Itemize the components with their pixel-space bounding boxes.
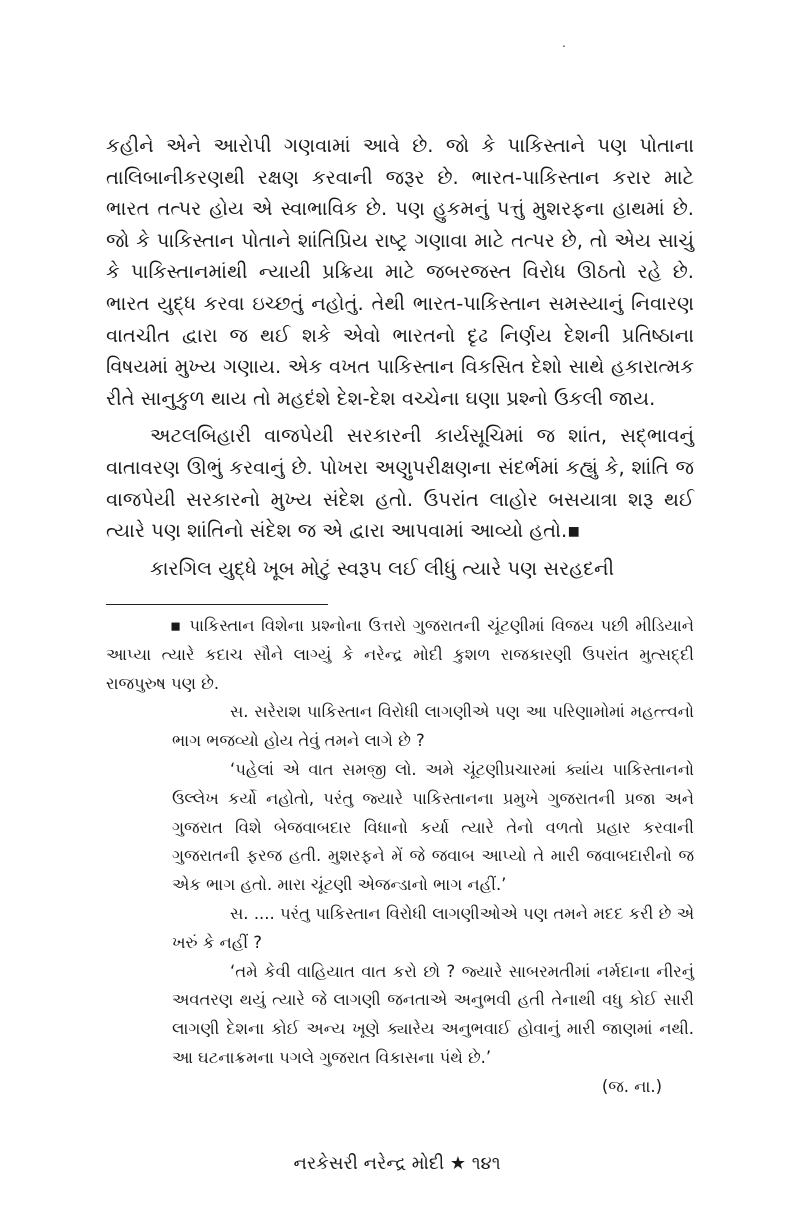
paragraph-3: કારગિલ યુદ્ધે ખૂબ મોટું સ્વરૂપ લઈ લીધું ત્યારે પણ સરહદની	[150, 556, 615, 580]
footnote-question-2: સ. .... પરંતુ પાકિસ્તાન વિરોધી લાગણીઓએ પણ તમને મદદ કરી છે એ ખરું કે નહીં ?	[172, 903, 694, 952]
paragraph-2: અટલબિહારી વાજપેયી સરકારની કાર્યસૂચિમાં જ શાંત, સદ્ભાવનું વાતાવરણ ઊભું કરવાનું છે. પોખરા અણુપરીક્ષણના સંદર્ભમાં કહ્યું કે, શાંતિ જ વાજપેયી સરકારનો મુખ્ય સંદેશ હતો. ઉપરાંત લાહોર બસયાત્રા શરૂ થઈ ત્યારે પણ શાંતિનો સંદેશ જ એ દ્વારા આપવામાં આવ્યો હતો.▪	[106, 424, 694, 543]
footnote-lead: ▪ પાકિસ્તાન વિશેના પ્રશ્નોના ઉત્તરો ગુજરાતની ચૂંટણીમાં વિજય પછી મીડિયાને આપ્યા ત્યારે કદાચ સૌને લાગ્યું કે નરેન્દ્ર મોદી કુશળ રાજકારણી ઉપરાંત મુત્સદ્દી રાજપુરુષ પણ છે.	[106, 616, 694, 693]
footnote-answer-2: ‘તમે કેવી વાહિયાત વાત કરો છો ? જ્યારે સાબરમતીમાં નર્મદાના નીરનું અવતરણ થયું ત્યારે જે લાગણી જનતાએ અનુભવી હતી તેનાથી વધુ કોઈ સારી લાગણી દેશના કોઈ અન્ય ખૂણે ક્યારેય અનુભવાઈ હોવાનું મારી જાણમાં નથી. આ ઘટનાક્રમના પગલે ગુજરાત વિકાસના પંથે છે.’	[172, 961, 694, 1067]
footnote-question-1: સ. સરેરાશ પાકિસ્તાન વિરોધી લાગણીએ પણ આ પરિણામોમાં મહત્ત્વનો ભાગ ભજવ્યો હોય તેવું તમને લાગે છે ?	[172, 702, 694, 751]
main-text	[106, 130, 694, 590]
footnote	[106, 612, 694, 1102]
corner-mark: .	[562, 36, 566, 50]
paragraph-1: કહીને એને આરોપી ગણવામાં આવે છે. જો કે પાકિસ્તાને પણ પોતાના તાલિબાનીકરણથી રક્ષણ કરવાની જરૂર છે. ભારત-પાકિસ્તાન કરાર માટે ભારત તત્પર હોય એ સ્વાભાવિક છે. પણ હુકમનું પત્તું મુશરફના હાથમાં છે. જો કે પાકિસ્તાન પોતાને શાંતિપ્રિય રાષ્ટ્ર ગણાવા માટે તત્પર છે, તો એય સાચું કે પાકિસ્તાનમાંથી ન્યાયી પ્રક્રિયા માટે જબરજસ્ત વિરોધ ઊઠતો રહે છે. ભારત યુદ્ધ કરવા ઇચ્છતું નહોતું. તેથી ભારત-પાકિસ્તાન સમસ્યાનું નિવારણ વાતચીત દ્વારા જ થઈ શકે એવો ભારતનો દૃઢ નિર્ણય દેશની પ્રતિષ્ઠાના વિષયમાં મુખ્ય ગણાય. એક વખત પાકિસ્તાન વિકસિત દેશો સાથે હકારાત્મક રીતે સાનુકુળ થાય તો મહદંશે દેશ-દેશ વચ્ચેના ઘણા પ્રશ્નો ઉકલી જાય.	[106, 134, 694, 410]
footnote-answer-1: ‘પહેલાં એ વાત સમજી લો. અમે ચૂંટણીપ્રચારમાં ક્યાંય પાકિસ્તાનનો ઉલ્લેખ કર્યો નહોતો, પરંતુ જ્યારે પાકિસ્તાનના પ્રમુખે ગુજરાતની પ્રજા અને ગુજરાત વિશે બેજવાબદાર વિધાનો કર્યા ત્યારે તેનો વળતો પ્રહાર કરવાની ગુજરાતની ફરજ હતી. મુશરફને મેં જે જવાબ આપ્યો તે મારી જવાબદારીનો જ એક ભાગ હતો. મારા ચૂંટણી એજન્ડાનો ભાગ નહીં.’	[172, 759, 694, 895]
footnote-signature: (જ. ના.)	[601, 1076, 662, 1096]
footnote-divider	[106, 604, 328, 605]
page-footer: નરકેસરી નરેન્દ્ર મોદી ★ ૧૪૧	[293, 1153, 501, 1174]
